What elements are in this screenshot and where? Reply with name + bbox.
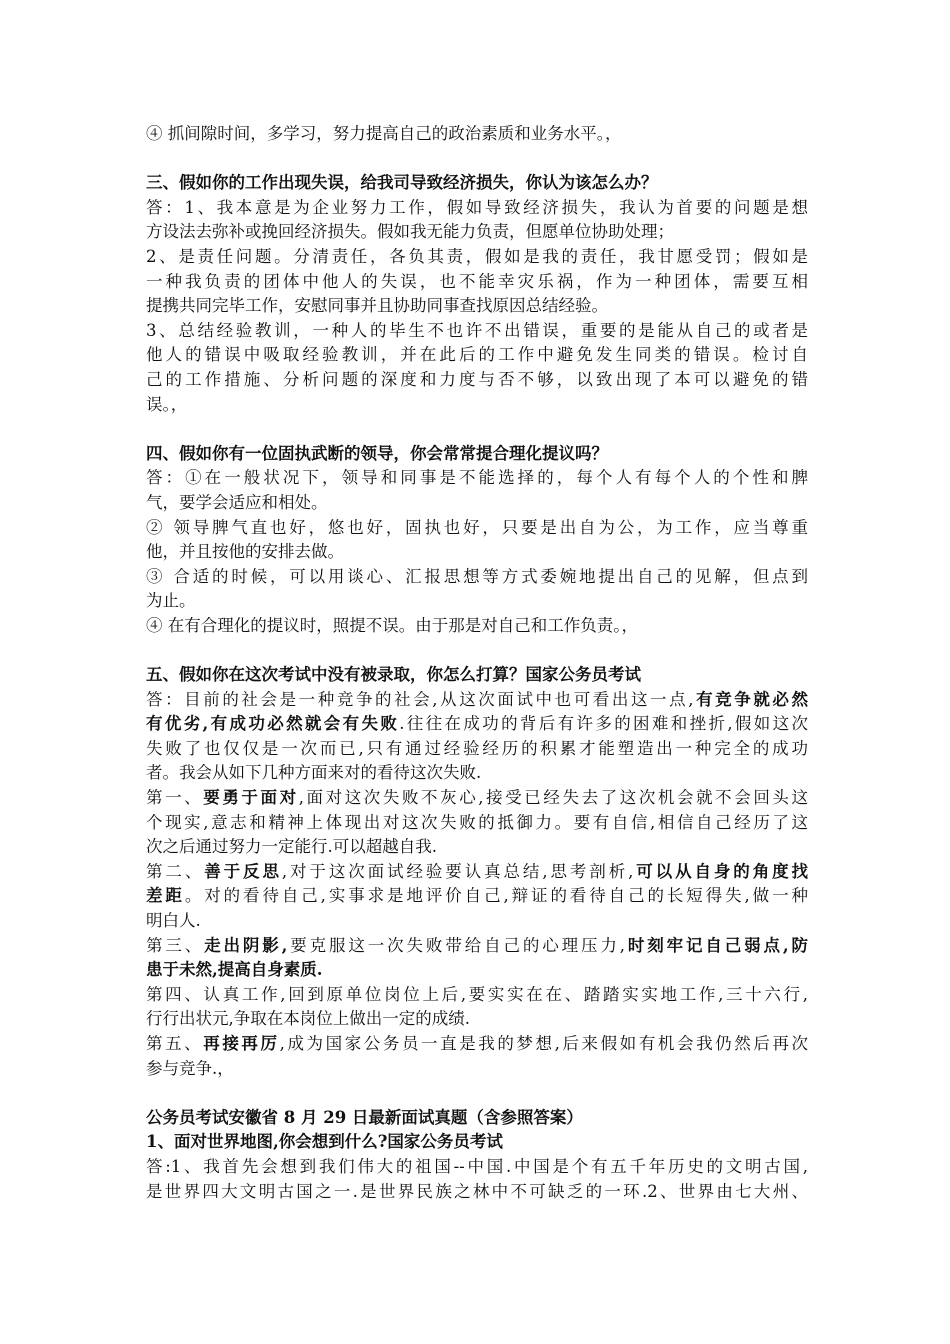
text-run: 第二、 xyxy=(146,861,205,881)
section-3-line: 己的工作措施、分析问题的深度和力度与否不够，以致出现了本可以避免的错 xyxy=(146,369,808,389)
section-3-line: 方设法去弥补或挽回经济损失。假如我无能力负责，但愿单位协助处理； xyxy=(146,222,674,242)
section-3-line: 答：1、我本意是为企业努力工作，假如导致经济损失，我认为首要的问题是想 xyxy=(146,197,808,217)
bold-run: 走出阴影, xyxy=(204,935,288,955)
section-5-title: 五、假如你在这次考试中没有被录取，你怎么打算？国家公务员考试 xyxy=(146,665,641,685)
text-run: ,成为国家公务员一直是我的梦想,后来假如有机会我仍然后再次 xyxy=(279,1033,808,1053)
bold-run: 要勇于面对 xyxy=(203,788,299,808)
section-4-line: 答：①在一般状况下，领导和同事是不能选择的，每个人有每个人的个性和脾 xyxy=(146,468,808,488)
document-page xyxy=(146,122,808,1204)
section-4-line: 为止。 xyxy=(146,591,196,611)
answer-1-line: 答:1、我首先会想到我们伟大的祖国--中国.中国是个有五千年历史的文明古国, xyxy=(146,1156,808,1176)
section-3-line: 误。， xyxy=(146,394,188,414)
section-5-line xyxy=(146,688,808,713)
bold-run: 有优劣,有成功必然就会有失败 xyxy=(146,714,400,734)
section-3-line: 他人的错误中吸取经验教训，并在此后的工作中避免发生同类的错误。检讨自 xyxy=(146,345,808,365)
section-3-line: 3、总结经验教训，一种人的毕生不也许不出错误，重要的是能从自己的或者是 xyxy=(146,320,808,340)
section-5-line xyxy=(146,712,808,737)
section-5-line: 明白人. xyxy=(146,911,201,930)
section-5-line xyxy=(146,884,808,909)
bold-run: 差距 xyxy=(146,886,185,906)
bold-run: 再接再厉 xyxy=(203,1033,280,1053)
section-3-line: 一种我负责的团体中他人的失误，也不能幸灾乐祸，作为一种团体，需要互相 xyxy=(146,271,808,291)
bold-run: 可以从自身的角度找 xyxy=(633,861,808,881)
section-5-line: 次之后通过努力一定能行.可以超越自我. xyxy=(146,837,437,857)
spacer xyxy=(146,147,808,172)
section-5-line: 者。我会从如下几种方面来对的看待这次失败. xyxy=(146,763,482,783)
section-4-line: ③ 合适的时候，可以用谈心、汇报思想等方式委婉地提出自己的见解，但点到 xyxy=(146,566,808,586)
next-section-heading: 公务员考试安徽省 8 月 29 日最新面试真题（含参照答案） xyxy=(146,1107,583,1127)
section-5-line xyxy=(146,786,808,811)
section-5-line: 失败了也仅仅是一次而已,只有通过经验经历的积累才能塑造出一种完全的成功 xyxy=(146,738,808,758)
section-3-line: 2、是责任问题。分清责任，各负其责，假如是我的责任，我甘愿受罚；假如是 xyxy=(146,246,808,266)
spacer xyxy=(146,638,808,663)
text-run: 第一、 xyxy=(146,788,204,808)
text-run: .往往在成功的背后有许多的困难和挫折,假如这次 xyxy=(399,714,808,734)
text-run: ,面对这次失败不灰心,接受已经失去了这次机会就不会回头这 xyxy=(298,788,808,808)
section-5-line: 个现实,意志和精神上体现出对这次失败的抵御力。要有自信,相信自己经历了这 xyxy=(146,812,808,832)
section-5-line: 患于未然,提高自身素质. xyxy=(146,960,323,980)
section-5-line xyxy=(146,934,808,959)
spacer xyxy=(146,417,808,442)
section-3-line: 提携共同完毕工作，安慰同事并且协助同事查找原因总结经验。 xyxy=(146,296,608,316)
answer-1-line: 是世界四大文明古国之一.是世界民族之林中不可缺乏的一环.2、世界由七大州、 xyxy=(146,1181,808,1201)
section-4-line: ② 领导脾气直也好，悠也好，固执也好，只要是出自为公，为工作，应当尊重 xyxy=(146,517,808,537)
section-4-title: 四、假如你有一位固执武断的领导，你会常常提合理化提议吗？ xyxy=(146,443,608,463)
text-run: 答：目前的社会是一种竞争的社会,从这次面试中也可看出这一点, xyxy=(146,689,694,709)
section-5-line xyxy=(146,1032,808,1057)
section-5-line: 第四、认真工作,回到原单位岗位上后,要实实在在、踏踏实实地工作,三十六行, xyxy=(146,984,808,1004)
spacer xyxy=(146,1081,808,1106)
text-run: 第三、 xyxy=(146,935,205,955)
section-4-line: ④ 在有合理化的提议时，照提不误。由于那是对自己和工作负责。， xyxy=(146,615,638,635)
bold-run: 善于反思 xyxy=(204,861,282,881)
question-1: 1、面对世界地图,你会想到什么?国家公务员考试 xyxy=(146,1132,503,1152)
section-4-line: 气，要学会适应和相处。 xyxy=(146,492,328,512)
bold-run: 有竞争就必然 xyxy=(693,689,808,709)
text-run: 第五、 xyxy=(146,1033,204,1053)
text-run: ,对于这次面试经验要认真总结,思考剖析, xyxy=(281,861,634,881)
text-run: 要克服这一次失败带给自己的心理压力, xyxy=(287,935,625,955)
s2-item-4: ④ 抓间隙时间，多学习，努力提高自己的政治素质和业务水平。， xyxy=(146,124,622,143)
section-5-line xyxy=(146,860,808,885)
section-5-line: 行行出状元,争取在本岗位上做出一定的成绩. xyxy=(146,1009,470,1029)
bold-run: 时刻牢记自己弱点,防 xyxy=(624,935,808,955)
text-run: 。对的看待自己,实事求是地评价自己,辩证的看待自己的长短得失,做一种 xyxy=(184,886,808,906)
section-5-line: 参与竞争.， xyxy=(146,1058,234,1078)
section-4-line: 他，并且按他的安排去做。 xyxy=(146,542,344,562)
section-3-title: 三、假如你的工作出现失误，给我司导致经济损失，你认为该怎么办？ xyxy=(146,173,658,193)
